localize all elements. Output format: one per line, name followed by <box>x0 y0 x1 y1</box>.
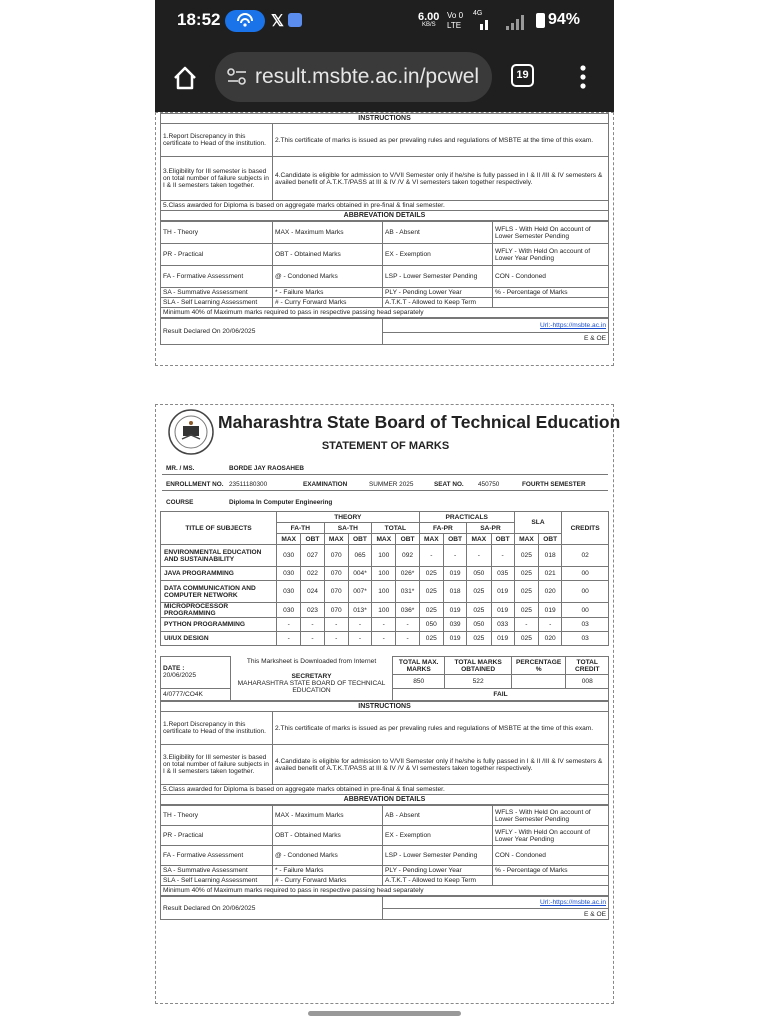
percentage-value <box>511 675 566 689</box>
abbr-cell: WFLS - With Held On account of Lower Semester Pending <box>493 222 609 244</box>
abbr-cell: FA - Formative Assessment <box>161 846 273 866</box>
mark-cell: 027 <box>301 545 324 567</box>
mark-cell: 025 <box>514 632 538 646</box>
credit-cell: 03 <box>562 632 609 646</box>
header-theory: THEORY <box>277 512 420 523</box>
mark-cell: 030 <box>277 581 301 603</box>
header-subjects: TITLE OF SUBJECTS <box>161 512 277 545</box>
network-type: 4G <box>473 10 483 17</box>
mark-cell: 039 <box>443 618 466 632</box>
url-text[interactable]: result.msbte.ac.in/pcwel <box>255 65 480 88</box>
mark-cell: - <box>324 632 348 646</box>
mark-cell: 019 <box>443 603 466 618</box>
candidate-name: BORDE JAY RAOSAHEB <box>229 465 304 472</box>
credit-cell: 00 <box>562 603 609 618</box>
secretary-label: SECRETARY <box>291 672 332 680</box>
e-oe: E & OE <box>383 333 609 345</box>
board-name: Maharashtra State Board of Technical Education <box>218 412 621 432</box>
mark-cell: 030 <box>277 545 301 567</box>
abbr-cell: * - Failure Marks <box>273 866 383 876</box>
abbr-cell: WFLY - With Held On account of Lower Year Pending <box>493 244 609 266</box>
e-oe: E & OE <box>383 909 609 920</box>
abbr-cell: A.T.K.T - Allowed to Keep Term <box>383 876 493 886</box>
lte-label: LTE <box>447 21 462 30</box>
mark-cell: 023 <box>301 603 324 618</box>
more-options-icon[interactable] <box>579 64 587 95</box>
abbr-cell: OBT - Obtained Marks <box>273 244 383 266</box>
instructions-table <box>160 113 609 221</box>
instructions-title: INSTRUCTIONS <box>161 114 609 124</box>
mark-cell: 070 <box>324 567 348 581</box>
min-marks-note: Minimum 40% of Maximum marks required to pass in respective passing head separately <box>161 886 609 896</box>
instructions-table-2 <box>160 701 609 805</box>
header-total: TOTAL <box>372 523 420 534</box>
abbr-cell: TH - Theory <box>161 806 273 826</box>
signal-icon <box>480 14 530 35</box>
instruction-1: 1.Report Discrepancy in this certificate to Head of the institution. <box>161 124 273 157</box>
mark-cell: 013* <box>348 603 371 618</box>
min-marks-note: Minimum 40% of Maximum marks required to pass in respective passing head separately <box>161 308 609 318</box>
header-obt: OBT <box>348 534 371 545</box>
instruction-2: 2.This certificate of marks is issued as per prevaling rules and regulations of MSBTE at the time of this exam. <box>273 712 609 745</box>
net-unit: KB/S <box>422 22 436 28</box>
total-obtained-value: 522 <box>445 675 511 689</box>
credit-cell: 02 <box>562 545 609 567</box>
header-practicals: PRACTICALS <box>419 512 514 523</box>
header-sa-pr: SA-PR <box>467 523 515 534</box>
subject-row <box>161 632 609 646</box>
instruction-3: 3.Eligibility for III semester is based on total number of failure subjects in I & II semesters taken together. <box>161 745 273 785</box>
subject-row <box>161 603 609 618</box>
abbr-cell: EX - Exemption <box>383 826 493 846</box>
abbr-cell <box>493 298 609 308</box>
abbr-cell: SA - Summative Assessment <box>161 866 273 876</box>
subject-row <box>161 567 609 581</box>
abbr-cell: CON - Condoned <box>493 846 609 866</box>
abbr-cell: % - Percentage of Marks <box>493 288 609 298</box>
enrollment-number: 23511180300 <box>229 481 268 488</box>
instruction-4: 4.Candidate is eligible for admission to V/VII Semester only if he/she is fully passed in I & II /III & IV semesters & availed benefit of A.T.K.T/PASS at III & IV /V & VI semesters taken together respectively. <box>273 745 609 785</box>
subject-row <box>161 545 609 567</box>
exam-label: EXAMINATION <box>303 481 348 488</box>
abbr-cell: WFLY - With Held On account of Lower Year Pending <box>493 826 609 846</box>
abbr-cell: EX - Exemption <box>383 244 493 266</box>
subject-name: PYTHON PROGRAMMING <box>161 618 277 632</box>
page-1-bottom <box>155 112 614 366</box>
mark-cell: 025 <box>467 581 491 603</box>
mark-cell: - <box>419 545 443 567</box>
address-bar[interactable] <box>215 52 492 102</box>
net-speed: 6.00 <box>418 11 440 23</box>
total-credit-value: 008 <box>566 675 609 689</box>
battery-percent: 94% <box>548 11 581 28</box>
abbr-cell: SLA - Self Learning Assessment <box>161 298 273 308</box>
result-declared: Result Declared On 20/06/2025 <box>161 897 383 920</box>
mark-cell: 050 <box>467 567 491 581</box>
total-max-value: 850 <box>393 675 445 689</box>
document-code: 4/0777/CO4K <box>161 689 231 701</box>
credit-cell: 00 <box>562 567 609 581</box>
instruction-3: 3.Eligibility for III semester is based on total number of failure subjects in I & II semesters taken together. <box>161 157 273 201</box>
semester: FOURTH SEMESTER <box>522 481 586 488</box>
mark-cell: - <box>491 545 514 567</box>
abbr-cell: LSP - Lower Semester Pending <box>383 266 493 288</box>
mark-cell: - <box>324 618 348 632</box>
abbreviations-table-2 <box>160 805 609 896</box>
header-fa-th: FA-TH <box>277 523 325 534</box>
abbr-cell: * - Failure Marks <box>273 288 383 298</box>
abbr-cell: A.T.K.T - Allowed to Keep Term <box>383 298 493 308</box>
mark-cell: 025 <box>514 545 538 567</box>
hotspot-icon <box>225 10 265 32</box>
exam-session: SUMMER 2025 <box>369 481 414 488</box>
header-total-max: TOTAL MAX. MARKS <box>393 657 445 675</box>
abbr-cell: MAX - Maximum Marks <box>273 806 383 826</box>
mark-cell: 100 <box>372 545 396 567</box>
mark-cell: 025 <box>514 567 538 581</box>
header-fa-pr: FA-PR <box>419 523 467 534</box>
mark-cell: - <box>539 618 562 632</box>
subject-row <box>161 618 609 632</box>
header-total-credit: TOTAL CREDIT <box>566 657 609 675</box>
subject-name: MICROPROCESSOR PROGRAMMING <box>161 603 277 618</box>
mark-cell: 025 <box>419 581 443 603</box>
abbreviations-title: ABBREVATION DETAILS <box>161 795 609 805</box>
mark-cell: 065 <box>348 545 371 567</box>
browser-toolbar <box>155 42 614 112</box>
subject-row <box>161 581 609 603</box>
mark-cell: 004* <box>348 567 371 581</box>
tab-switcher-button[interactable]: 19 <box>511 64 534 87</box>
instruction-5: 5.Class awarded for Diploma is based on aggregate marks obtained in pre-final & final semester. <box>161 201 609 211</box>
mark-cell: 020 <box>539 581 562 603</box>
mark-cell: 100 <box>372 581 396 603</box>
mark-cell: 019 <box>491 581 514 603</box>
page-2-marksheet <box>155 404 621 1004</box>
header-max: MAX <box>467 534 491 545</box>
mark-cell: 018 <box>539 545 562 567</box>
abbr-cell: CON - Condoned <box>493 266 609 288</box>
date-label: DATE : <box>163 665 185 672</box>
abbr-cell: SA - Summative Assessment <box>161 288 273 298</box>
abbr-cell: OBT - Obtained Marks <box>273 826 383 846</box>
mark-cell: - <box>348 618 371 632</box>
mark-cell: 030 <box>277 603 301 618</box>
abbr-cell: # - Curry Forward Marks <box>273 876 383 886</box>
abbr-cell: MAX - Maximum Marks <box>273 222 383 244</box>
mark-cell: 026* <box>396 567 419 581</box>
mark-cell: 025 <box>514 603 538 618</box>
gesture-nav-bar[interactable] <box>308 1011 461 1016</box>
mark-cell: 025 <box>467 603 491 618</box>
header-max: MAX <box>514 534 538 545</box>
abbr-cell: @ - Condoned Marks <box>273 266 383 288</box>
downloaded-note: This Marksheet is Downloaded from Internet <box>246 657 377 665</box>
mark-cell: 025 <box>419 603 443 618</box>
mark-cell: 050 <box>467 618 491 632</box>
declaration-table-2 <box>160 896 609 920</box>
mark-cell: 019 <box>491 603 514 618</box>
mark-cell: - <box>372 618 396 632</box>
abbr-cell <box>493 876 609 886</box>
mark-cell: 070 <box>324 581 348 603</box>
msbte-link[interactable]: Url:-https://msbte.ac.in <box>383 319 609 333</box>
result-declared: Result Declared On 20/06/2025 <box>161 319 383 345</box>
status-bar <box>155 0 614 42</box>
subject-name: JAVA PROGRAMMING <box>161 567 277 581</box>
site-settings-icon[interactable] <box>227 68 247 91</box>
enrollment-label: ENROLLMENT NO. <box>166 481 224 488</box>
mark-cell: 019 <box>443 632 466 646</box>
marksheet-header <box>156 405 621 465</box>
header-credits: CREDITS <box>562 512 609 545</box>
mark-cell: 020 <box>539 632 562 646</box>
credit-cell: 03 <box>562 618 609 632</box>
subject-name: ENVIRONMENTAL EDUCATION AND SUSTAINABILITY <box>161 545 277 567</box>
mark-cell: 025 <box>514 581 538 603</box>
result-status: FAIL <box>393 689 609 701</box>
statement-title: STATEMENT OF MARKS <box>321 440 450 452</box>
header-sa-th: SA-TH <box>324 523 372 534</box>
abbr-cell: % - Percentage of Marks <box>493 866 609 876</box>
name-label: MR. / MS. <box>166 465 195 472</box>
mark-cell: 092 <box>396 545 419 567</box>
abbr-cell: FA - Formative Assessment <box>161 266 273 288</box>
mark-cell: - <box>514 618 538 632</box>
mark-cell: - <box>301 618 324 632</box>
subject-name: UI/UX DESIGN <box>161 632 277 646</box>
home-icon[interactable] <box>172 65 198 96</box>
abbr-cell: # - Curry Forward Marks <box>273 298 383 308</box>
header-obt: OBT <box>301 534 324 545</box>
mark-cell: - <box>277 618 301 632</box>
header-obt: OBT <box>443 534 466 545</box>
seat-label: SEAT NO. <box>434 481 464 488</box>
marks-table <box>160 511 609 646</box>
mark-cell: - <box>396 618 419 632</box>
header-max: MAX <box>324 534 348 545</box>
mark-cell: 100 <box>372 603 396 618</box>
mark-cell: - <box>396 632 419 646</box>
abbr-cell: PR - Practical <box>161 826 273 846</box>
mark-cell: 022 <box>301 567 324 581</box>
battery-icon <box>536 13 545 28</box>
mark-cell: - <box>277 632 301 646</box>
abbr-cell: PR - Practical <box>161 244 273 266</box>
mark-cell: - <box>443 545 466 567</box>
instruction-4: 4.Candidate is eligible for admission to V/VII Semester only if he/she is fully passed in I & II /III & IV semesters & availed benefit of A.T.K.T/PASS at III & IV /V & VI semesters taken together respectively. <box>273 157 609 201</box>
mark-cell: 025 <box>467 632 491 646</box>
abbr-cell: AB - Absent <box>383 806 493 826</box>
subject-name: DATA COMMUNICATION AND COMPUTER NETWORK <box>161 581 277 603</box>
course-label: COURSE <box>166 499 194 506</box>
date-value: 20/06/2025 <box>163 672 197 679</box>
mark-cell: 070 <box>324 545 348 567</box>
mark-cell: 031* <box>396 581 419 603</box>
header-max: MAX <box>277 534 301 545</box>
candidate-details <box>156 465 613 511</box>
credit-cell: 00 <box>562 581 609 603</box>
mark-cell: 036* <box>396 603 419 618</box>
abbr-cell: PLY - Pending Lower Year <box>383 288 493 298</box>
mark-cell: 070 <box>324 603 348 618</box>
mark-cell: 019 <box>539 603 562 618</box>
header-percentage: PERCENTAGE % <box>511 657 566 675</box>
instruction-2: 2.This certificate of marks is issued as per prevaling rules and regulations of MSBTE at the time of this exam. <box>273 124 609 157</box>
mark-cell: 025 <box>419 632 443 646</box>
abbreviations-table <box>160 221 609 318</box>
instruction-5: 5.Class awarded for Diploma is based on aggregate marks obtained in pre-final & final semester. <box>161 785 609 795</box>
abbr-cell: TH - Theory <box>161 222 273 244</box>
app-notification-icon <box>288 13 302 27</box>
mark-cell: - <box>372 632 396 646</box>
msbte-link[interactable]: Url:-https://msbte.ac.in <box>383 897 609 909</box>
mark-cell: 024 <box>301 581 324 603</box>
board-name-upper: MAHARASHTRA STATE BOARD OF TECHNICAL EDUCATION <box>237 679 386 694</box>
mark-cell: - <box>348 632 371 646</box>
header-obt: OBT <box>396 534 419 545</box>
header-max: MAX <box>419 534 443 545</box>
header-total-obtained: TOTAL MARKS OBTAINED <box>445 657 511 675</box>
header-obt: OBT <box>539 534 562 545</box>
mark-cell: - <box>301 632 324 646</box>
header-max: MAX <box>372 534 396 545</box>
declaration-table <box>160 318 609 345</box>
mark-cell: 019 <box>443 567 466 581</box>
mark-cell: 007* <box>348 581 371 603</box>
abbr-cell: SLA - Self Learning Assessment <box>161 876 273 886</box>
mark-cell: 050 <box>419 618 443 632</box>
header-sla: SLA <box>514 512 562 534</box>
summary-table <box>160 656 609 701</box>
mark-cell: 033 <box>491 618 514 632</box>
instruction-1: 1.Report Discrepancy in this certificate to Head of the institution. <box>161 712 273 745</box>
header-obt: OBT <box>491 534 514 545</box>
mark-cell: 100 <box>372 567 396 581</box>
mark-cell: 018 <box>443 581 466 603</box>
mark-cell: 021 <box>539 567 562 581</box>
abbr-cell: @ - Condoned Marks <box>273 846 383 866</box>
mark-cell: 035 <box>491 567 514 581</box>
abbr-cell: PLY - Pending Lower Year <box>383 866 493 876</box>
mark-cell: 030 <box>277 567 301 581</box>
volte-label: Vo 0 <box>447 11 464 20</box>
mark-cell: - <box>467 545 491 567</box>
abbr-cell: LSP - Lower Semester Pending <box>383 846 493 866</box>
mark-cell: 019 <box>491 632 514 646</box>
abbreviations-title: ABBREVATION DETAILS <box>161 211 609 221</box>
x-app-icon: 𝕏 <box>271 13 284 30</box>
mark-cell: 025 <box>419 567 443 581</box>
abbr-cell: AB - Absent <box>383 222 493 244</box>
instructions-title: INSTRUCTIONS <box>161 702 609 712</box>
phone-screen <box>155 0 621 1024</box>
status-time: 18:52 <box>177 10 221 29</box>
course-name: Diploma In Computer Engineering <box>229 499 333 506</box>
seat-number: 450750 <box>478 481 500 488</box>
abbr-cell: WFLS - With Held On account of Lower Semester Pending <box>493 806 609 826</box>
